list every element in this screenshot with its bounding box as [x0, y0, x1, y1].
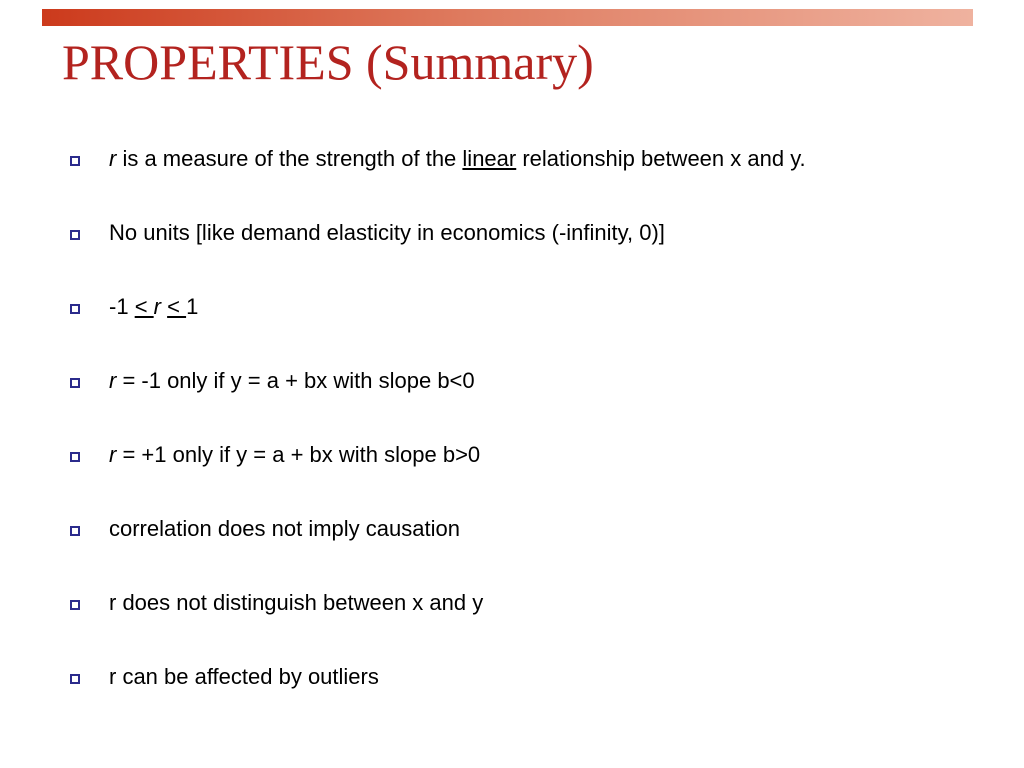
less-or-equal-symbol: <: [167, 294, 187, 319]
bullet-item-outliers: [70, 661, 806, 735]
decorative-top-bar: [42, 9, 973, 26]
bullet-text: is a measure of the strength of the: [116, 146, 463, 171]
r-symbol: r: [153, 294, 161, 319]
bullet-text: r does not distinguish between x and y: [109, 590, 484, 615]
square-bullet-icon: [70, 452, 80, 462]
bullet-text: -1: [109, 294, 135, 319]
bullet-item-positive-one: [70, 439, 806, 513]
bullet-text: r can be affected by outliers: [109, 664, 379, 689]
bullet-item-causation: [70, 513, 806, 587]
square-bullet-icon: [70, 230, 80, 240]
bullet-item-symmetry: [70, 587, 806, 661]
r-symbol: r: [109, 442, 117, 467]
square-bullet-icon: [70, 526, 80, 536]
bullet-text: = -1 only if y = a + bx with slope b<0: [116, 368, 475, 393]
bullet-item-no-units: [70, 217, 806, 291]
r-symbol: r: [109, 368, 117, 393]
r-symbol: r: [109, 146, 117, 171]
square-bullet-icon: [70, 378, 80, 388]
bullet-item-strength: [70, 143, 806, 217]
square-bullet-icon: [70, 674, 80, 684]
less-or-equal-symbol: <: [134, 294, 154, 319]
bullet-text: No units [like demand elasticity in economics (-infinity, 0)]: [109, 220, 665, 245]
square-bullet-icon: [70, 304, 80, 314]
bullet-text: 1: [186, 294, 199, 319]
bullet-item-negative-one: [70, 365, 806, 439]
linear-underlined-word: linear: [462, 146, 517, 171]
square-bullet-icon: [70, 600, 80, 610]
square-bullet-icon: [70, 156, 80, 166]
bullet-text: = +1 only if y = a + bx with slope b>0: [116, 442, 481, 467]
bullet-text: relationship between x and y.: [516, 146, 806, 171]
bullet-list: [70, 143, 806, 735]
slide-title: PROPERTIES (Summary): [62, 34, 594, 90]
bullet-text: correlation does not imply causation: [109, 516, 460, 541]
bullet-item-range: [70, 291, 806, 365]
